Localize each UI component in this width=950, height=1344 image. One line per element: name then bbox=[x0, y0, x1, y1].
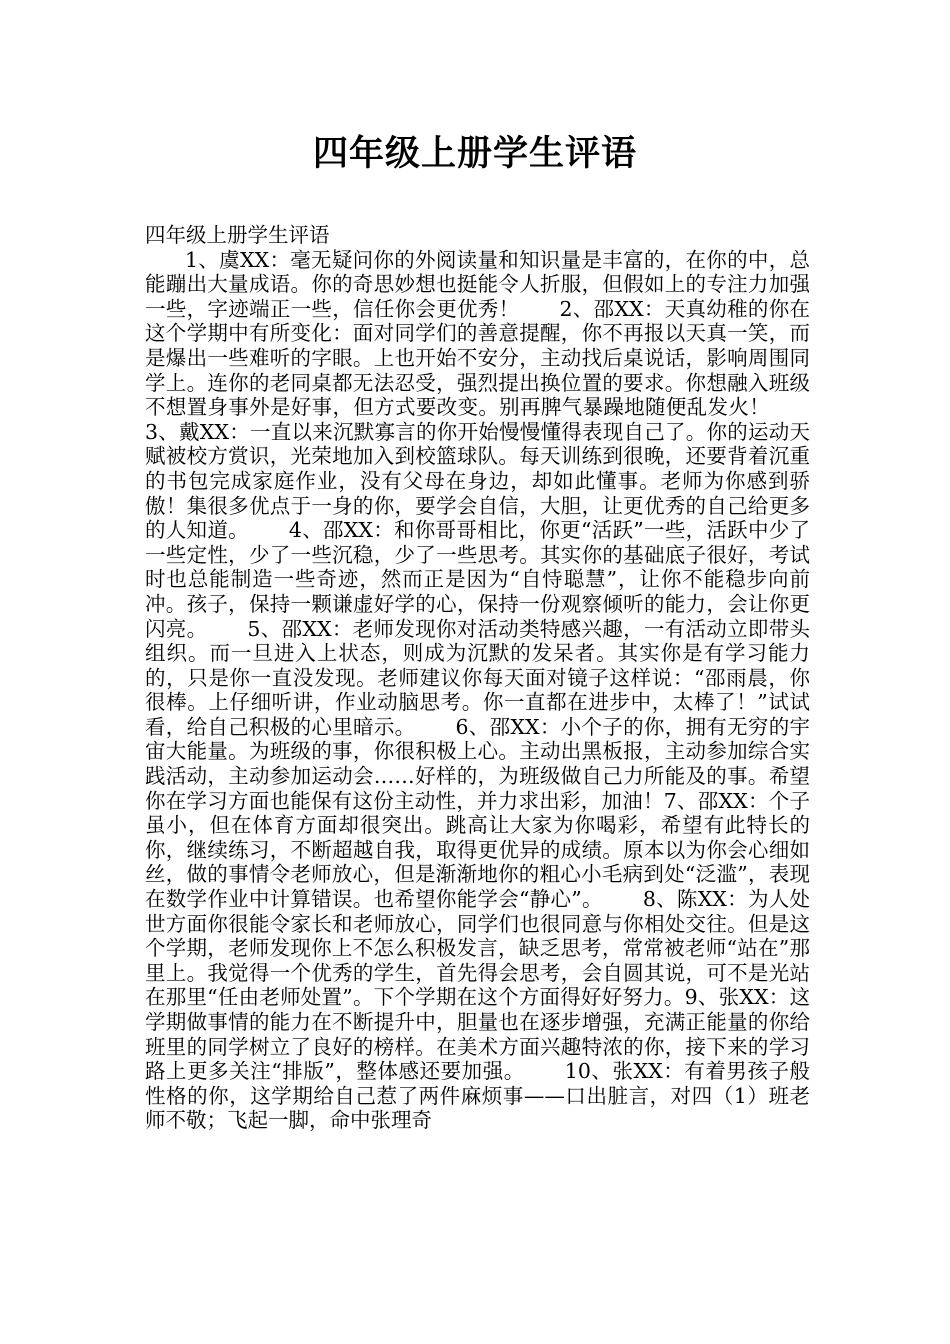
comment-9: 9、张XX：这学期做事情的能力在不断提升中，胆量也在逐步增强，充满正能量的你给班里的同学树立了良好的榜样。在美术方面兴趣特浓的你，接下来的学习路上更多关注“排版”，整体感还要加强。 bbox=[145, 985, 810, 1084]
document-subtitle: 四年级上册学生评语 bbox=[145, 223, 330, 247]
comment-1: 1、虞XX：毫无疑问你的外阅读量和知识量是丰富的，在你的中，总能蹦出大量成语。你的奇思妙想也挺能令人折服，但假如上的专注力加强一些，字迹端正一些，信任你会更优秀！ bbox=[145, 247, 810, 321]
comment-8: 8、陈XX：为人处世方面你很能令家长和老师放心，同学们也很同意与你相处交往。但是这个学期，老师发现你上不怎么积极发言，缺乏思考，常常被老师“站在”那里上。我觉得一个优秀的学生，首先得会思考，会自圆其说，可不是光站在那里“任由老师处置”。下个学期在这个方面得好好努力。 bbox=[145, 887, 810, 1010]
comment-2: 2、邵XX：天真幼稚的你在这个学期中有所变化：面对同学们的善意提醒，你不再报以天真一笑，而是爆出一些难听的字眼。上也开始不安分，主动找后桌说话，影响周围同学上。连你的老同桌都无法忍受，强烈提出换位置的要求。你想融入班级不想置身事外是好事，但方式要改变。别再脾气暴躁地随便乱发火！ bbox=[145, 296, 811, 420]
comment-5: 5、邵XX：老师发现你对活动类特感兴趣，一有活动立即带头组织。而一旦进入上状态，则成为沉默的发呆者。其实你是有学习能力的，只是你一直没发现。老师建议你每天面对镜子这样说：“邵雨晨，你很棒。上仔细听讲，作业动脑思考。你一直都在进步中，太棒了！”试试看，给自己积极的心里暗示。 bbox=[145, 616, 811, 739]
comment-3: 3、戴XX：一直以来沉默寡言的你开始慢慢懂得表现自己了。你的运动天赋被校方赏识，光荣地加入到校篮球队。每天训练到很晚，还要背着沉重的书包完成家庭作业，没有父母在身边，却如此懂事。老师为你感到骄傲！集很多优点于一身的你，要学会自信，大胆，让更优秀的自己给更多的人知道。 bbox=[145, 419, 810, 543]
comment-10: 10、张XX：有着男孩子般性格的你，这学期给自己惹了两件麻烦事——口出脏言，对四（1）班老师不敬；飞起一脚，命中张理奇 bbox=[145, 1059, 810, 1133]
comment-4: 4、邵XX：和你哥哥相比，你更“活跃”一些，活跃中少了一些定性，少了一些沉稳，少了一些思考。其实你的基础底子很好，考试时也总能制造一些奇迹，然而正是因为“自恃聪慧”，让你不能稳步向前冲。孩子，保持一颗谦虚好学的心，保持一份观察倾听的能力，会让你更闪亮。 bbox=[145, 518, 810, 641]
comment-6: 6、邵XX：小个子的你，拥有无穷的宇宙大能量。为班级的事，你很积极上心。主动出黑板报，主动参加综合实践活动，主动参加运动会……好样的，为班级做自己力所能及的事。希望你在学习方面也能保有这份主动性，并力求出彩，加油！ bbox=[145, 714, 811, 813]
document-body bbox=[145, 223, 810, 1133]
document-title: 四年级上册学生评语 bbox=[312, 134, 637, 174]
comment-7: 7、邵XX：个子虽小，但在体育方面却很突出。跳高让大家为你喝彩，希望有此特长的你，继续练习，不断超越自我，取得更优异的成绩。原本以为你会心细如丝，做的事情令老师放心，但是渐渐地你的粗心小毛病到处“泛滥”，表现在数学作业中计算错误。也希望你能学会“静心”。 bbox=[145, 788, 810, 912]
